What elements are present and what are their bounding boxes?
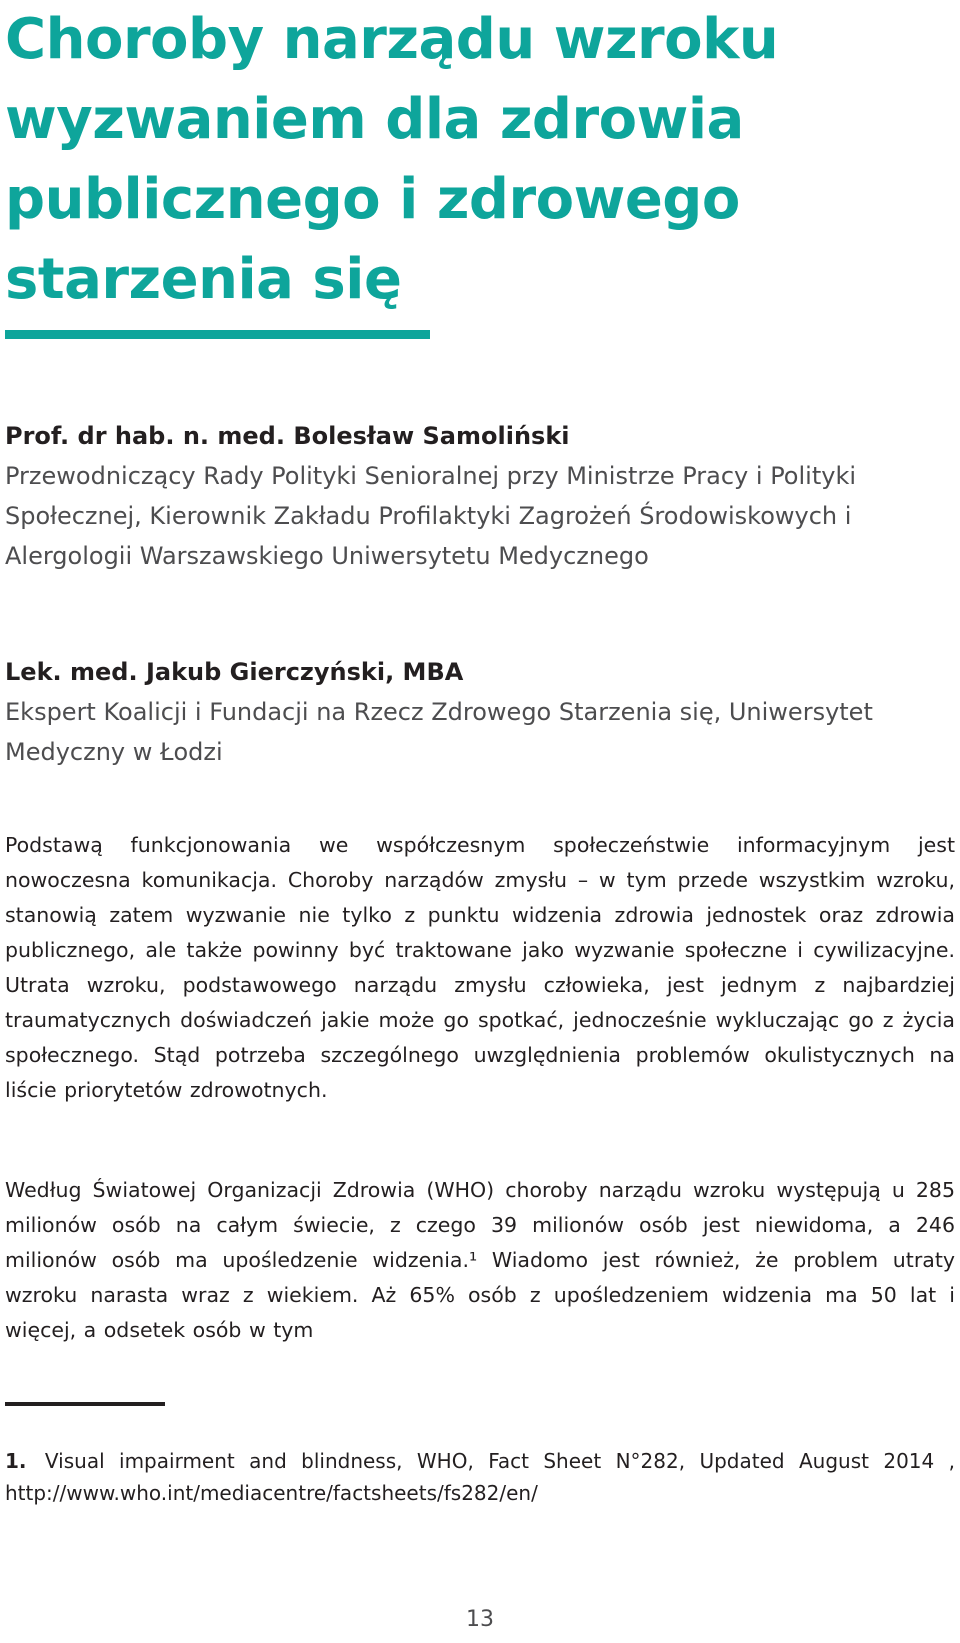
body-paragraph: Według Światowej Organizacji Zdrowia (WHO) choroby narządu wzroku występują u 285 milionów osób na całym świecie, z czego 39 milionów osób jest niewidoma, a 246 milionów osób ma upośledzenie widzenia.¹ Wiadomo jest również, że problem utraty wzroku narasta wraz z wiekiem. Aż 65% osób z upośledzeniem widzenia ma 50 lat i więcej, a odsetek osób w tym: [5, 1178, 955, 1342]
footnote: [5, 1445, 955, 1509]
author-block: [5, 416, 955, 576]
page-number: 13: [466, 1607, 494, 1632]
article-title: Choroby narządu wzroku wyzwaniem dla zdrowia publicznego i zdrowego starzenia się: [5, 7, 779, 312]
author-name: Prof. dr hab. n. med. Bolesław Samoliński: [5, 422, 570, 450]
author-affiliation: Ekspert Koalicji i Fundacji na Rzecz Zdrowego Starzenia się, Uniwersytet Medyczny w Łodzi: [5, 698, 873, 766]
title-underline: [5, 330, 430, 339]
author-affiliation: Przewodniczący Rady Polityki Senioralnej przy Ministrze Pracy i Polityki Społecznej, Kierownik Zakładu Profilaktyki Zagrożeń Środowiskowych i Alergologii Warszawskiego Uniwersytetu Medycznego: [5, 462, 857, 570]
author-name: Lek. med. Jakub Gierczyński, MBA: [5, 658, 464, 686]
body-paragraph: Podstawą funkcjonowania we współczesnym społeczeństwie informacyjnym jest nowoczesna komunikacja. Choroby narządów zmysłu – w tym przede wszystkim wzroku, stanowią zatem wyzwanie nie tylko z punktu widzenia zdrowia jednostek oraz zdrowia publicznego, ale także powinny być traktowane jako wyzwanie społeczne i cywilizacyjne. Utrata wzroku, podstawowego narządu zmysłu człowieka, jest jednym z najbardziej traumatycznych doświadczeń jakie może go spotkać, jednocześnie wykluczając go z życia społecznego. Stąd potrzeba szczególnego uwzględnienia problemów okulistycznych na liście priorytetów zdrowotnych.: [5, 833, 955, 1102]
footnote-text: Visual impairment and blindness, WHO, Fact Sheet N°282, Updated August 2014 , http://www.who.int/mediacentre/factsheets/fs282/en/: [5, 1449, 956, 1505]
footnote-separator: [5, 1402, 165, 1406]
footnote-number: 1.: [5, 1449, 27, 1473]
author-block: [5, 652, 955, 772]
